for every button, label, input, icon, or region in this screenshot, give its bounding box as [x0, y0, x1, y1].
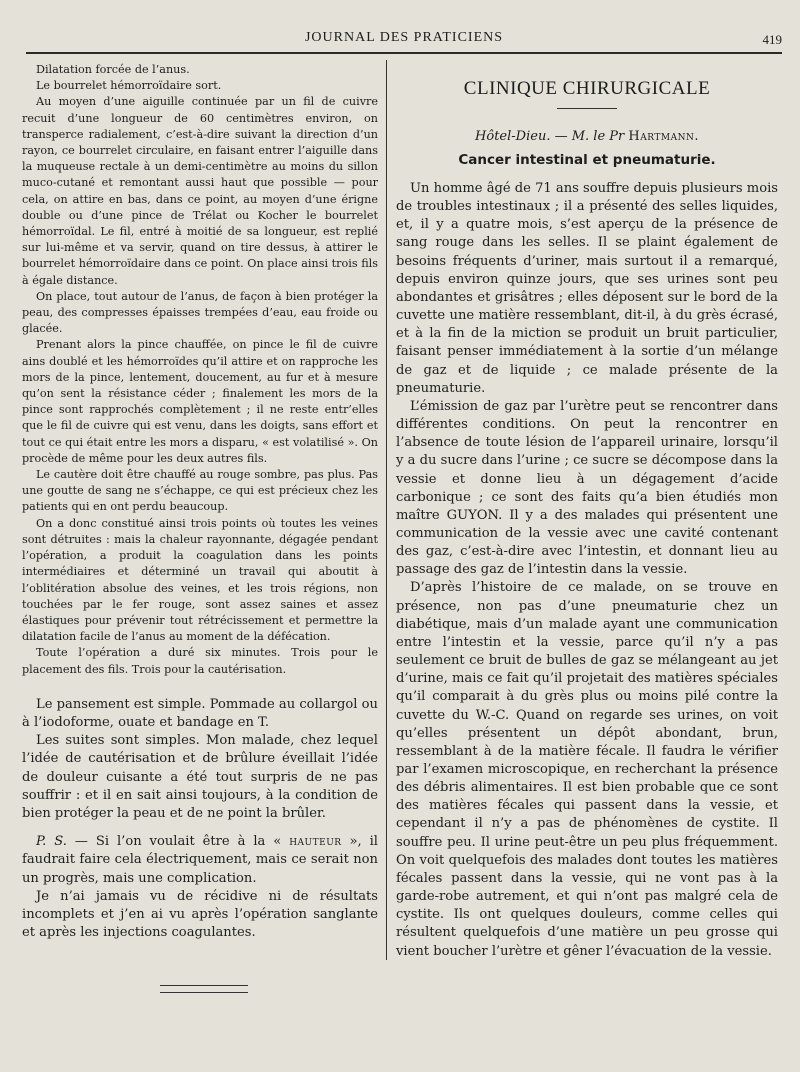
paragraph: Je n’ai jamais vu de récidive ni de résultats incomplets et j’en ai vu après l’opération sanglante et après les injections coagulantes. — [22, 888, 378, 941]
running-head — [26, 30, 782, 50]
article-body — [396, 180, 778, 961]
section-title: CLINIQUE CHIRURGICALE — [463, 78, 711, 99]
journal-title: JOURNAL DES PRATICIENS — [304, 30, 504, 45]
page-number: 419 — [762, 32, 782, 47]
operation-steps — [22, 62, 378, 678]
paragraph: Prenant alors la pince chauffée, on pince le fil de cuivre ains doublé et les hémorroïdes qu’il attire et on rapproche les mors de la pince, lentement, doucement, au fur et à mesure qu’on sent la résistance céder ; finalement les mors de la pince sont rapprochés complètement ; il ne reste entr’elles que le fil de cuivre qui est venu, dans les doigts, sans effort et tout ce qui était entre les mors a disparu, « est volatilisé ». On procède de même pour les deux autres fils. — [22, 338, 378, 465]
article-title: Cancer intestinal et pneumaturie. — [458, 152, 716, 168]
left-column — [22, 62, 378, 942]
ps-text-2: », il faudrait faire cela électriquement, mais ce serait non un progrès, mais une complication. — [22, 834, 378, 886]
column-divider — [386, 60, 387, 960]
paragraph: On a donc constitué ainsi trois points où toutes les veines sont détruites : mais la chaleur rayonnante, dégagée pendant l’opération, a produit la coagulation dans les points intermédiaires et déterminé un travail qui aboutit à l’oblitération absolue des veines, et les trois régions, non touchées par le fer rouge, sont assez saines et assez élastiques pour prévenir tout rétrécissement et permettre la dilatation facile de l’anus au moment de la défécation. — [22, 516, 378, 644]
paragraph: Le pansement est simple. Pommade au collargol ou à l’iodoforme, ouate et bandage en T. — [22, 696, 378, 730]
aftercare-text — [22, 696, 378, 823]
paragraph: On place, tout autour de l’anus, de façon à bien protéger la peau, des compresses épaisses trempées d’eau, eau froide ou glacée. — [22, 289, 378, 336]
paragraph: Au moyen d’une aiguille continuée par un fil de cuivre recuit d’une longueur de 60 centimètres environ, on transperce radialement, c’est-à-dire suivant la direction d’un rayon, ce bourrelet circulaire, en faisant entrer l’aiguille dans la muqueuse rectale à un demi-centimètre au moins du sillon muco-cutané et remontant aussi haut que possible — pour cela, on attire en bas, dans ce point, au moyen d’une érigne double ou d’une pince de Trélat ou Kocher le bourrelet hémorroïdal. Le fil, entré à moitié de sa longueur, est replié sur lui-même et va servir, quand on tire dessus, à attirer le bourrelet hémorroïdaire dans ce point. On place ainsi trois fils à égale distance. — [22, 95, 378, 287]
paragraph: D’après l’histoire de ce malade, on se trouve en présence, non pas d’une pneumaturie chez un diabétique, mais d’un malade ayant une communication entre l’intestin et la vessie, parce qu’il n’y a pas seulement ce bruit de bulles de gaz se mélangeant au jet d’urine, mais ce fait qu’il projetait des matières spéciales qu’il comparait à du grès plus ou moins pilé contre la cuvette du W.-C. Quand on regarde ses urines, on voit qu’elles présentent un dépôt abondant, brun, ressemblant à de la matière fécale. Il faudra le vérifier par l’examen microscopique, en recherchant la présence des débris alimentaires. Il est bien probable que ce sont des matières fécales qui passent dans la vessie, et cependant il n’y a pas de phénomènes de cystite. Il souffre peu. Il urine peut-être un peu plus fréquemment. On voit quelquefois des malades dont toutes les matières fécales passent dans la vessie, qui ne vont pas à la garde-robe autrement, et qui n’ont pas malgré cela de cystite. Ils ont quelques douleurs, comme celles qui résultent quelquefois d’une matière un peu grosse qui vient boucher l’urètre et gêner l’évacuation de la vessie. — [396, 580, 778, 959]
byline-place: Hôtel-Dieu. — [475, 129, 551, 144]
right-column — [396, 62, 778, 961]
byline-name: Hartmann. — [628, 129, 699, 144]
paragraph: Un homme âgé de 71 ans souffre depuis plusieurs mois de troubles intestinaux ; il a présenté des selles liquides, et, il y a quatre mois, s’est aperçu de la présence de sang rouge dans les selles. Il se plaint également de besoins fréquents d’uriner, mais surtout il a remarqué, depuis environ quinze jours, que ses urines sont peu abondantes et grisâtres ; elles déposent sur le bord de la cuvette une matière ressemblant, dit-il, à du grès écrasé, et à la fin de la miction se produit un bruit particulier, faisant penser immédiatement à la sortie d’un mélange de gaz et de liquide ; ce malade présente de la pneumaturie. — [396, 181, 778, 396]
byline-dash: — M. le Pr — [550, 129, 629, 144]
ps-text-1: — Si l’on voulait être à la « — [66, 834, 290, 850]
postscript — [22, 833, 378, 942]
postscript-paragraph — [22, 833, 378, 888]
byline — [396, 129, 778, 144]
ps-quoted: hauteur — [289, 834, 342, 850]
paragraph: Le bourrelet hémorroïdaire sort. — [36, 79, 222, 93]
ps-label: P. S. — [36, 834, 67, 850]
end-ornament — [160, 985, 248, 993]
section-rule — [557, 108, 617, 109]
paragraph: L’émission de gaz par l’urètre peut se rencontrer dans différentes conditions. On peut la rencontrer en l’absence de toute lésion de l’appareil urinaire, lorsqu’il y a du sucre dans l’urine ; ce sucre se décompose dans la vessie et donne lieu à un dégagement d’acide carbonique ; ce sont des faits qu’a bien étudiés mon maître GUYON. Il y a des malades qui présentent une communication de la vessie avec une cavité contenant des gaz, c’est-à-dire avec l’intestin, et donnant lieu au passage des gaz de l’intestin dans la vessie. — [396, 398, 778, 578]
paragraph: Dilatation forcée de l’anus. — [36, 63, 190, 76]
paragraph: Les suites sont simples. Mon malade, chez lequel l’idée de cautérisation et de brûlure éveillait l’idée de douleur cuisante a été tout surpris de ne pas souffrir : et il en sait ainsi toujours, à la condition de bien protéger la peau et de ne point la brûler. — [22, 733, 378, 821]
header-rule — [26, 52, 782, 54]
paragraph: Toute l’opération a duré six minutes. Trois pour le placement des fils. Trois pour la cautérisation. — [22, 646, 378, 676]
paragraph: Le cautère doit être chauffé au rouge sombre, pas plus. Pas une goutte de sang ne s’échappe, ce qui est précieux chez les patients qui en ont perdu beaucoup. — [22, 468, 378, 514]
